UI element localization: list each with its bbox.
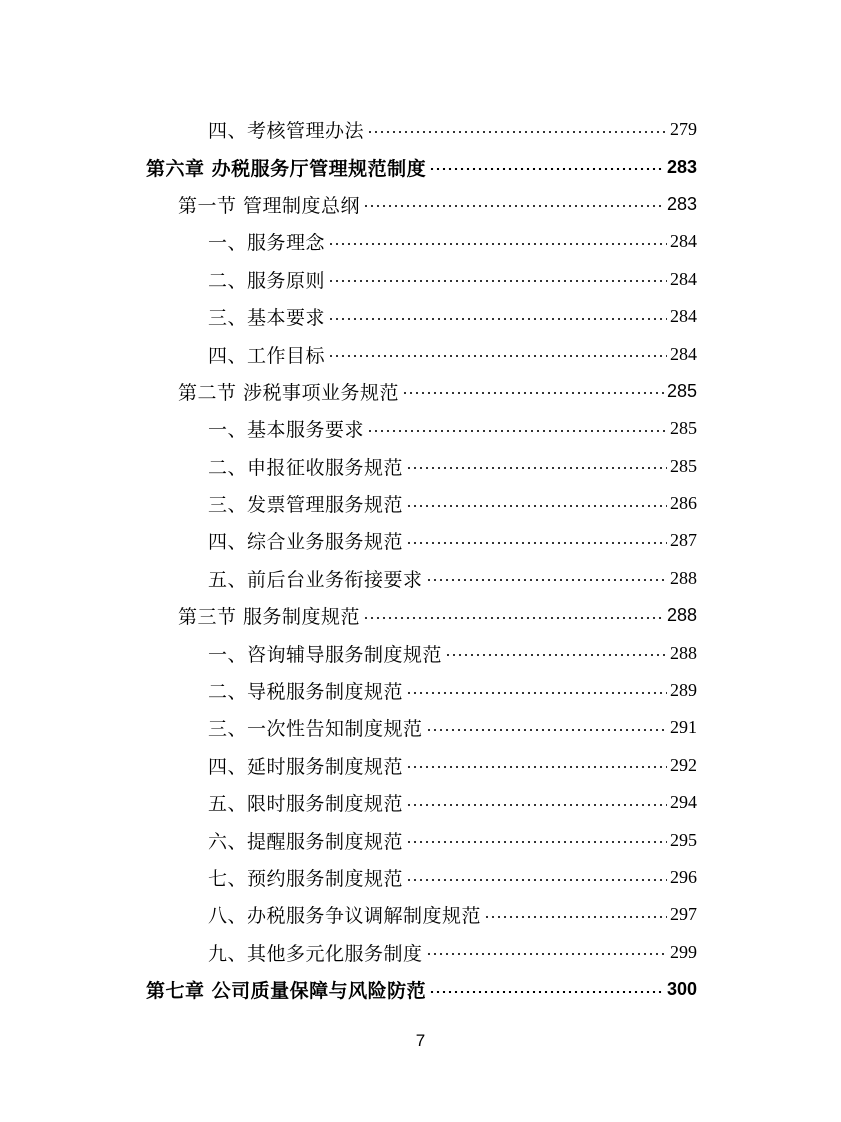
toc-entry[interactable]: [0, 821, 841, 858]
toc-entry-title: 二、申报征收服务规范: [208, 456, 404, 479]
toc-entry-title: 第七章 公司质量保障与风险防范: [146, 980, 427, 1003]
toc-dot-leader: [406, 879, 667, 881]
toc-entry-page: 289: [670, 680, 697, 701]
toc-dot-leader: [367, 430, 667, 432]
toc-entry-title: 第三节 服务制度规范: [178, 606, 361, 629]
toc-entry-page: 284: [670, 343, 697, 364]
toc-entry[interactable]: [0, 111, 841, 148]
toc-dot-leader: [406, 505, 667, 507]
toc-entry-title: 四、考核管理办法: [208, 120, 365, 143]
toc-entry-page: 297: [670, 904, 697, 925]
toc-entry-title: 八、办税服务争议调解制度规范: [208, 905, 482, 928]
toc-dot-leader: [328, 243, 667, 245]
toc-entry-title: 三、一次性告知制度规范: [208, 718, 423, 741]
toc-dot-leader: [363, 205, 664, 207]
toc-dot-leader: [406, 542, 667, 544]
toc-dot-leader: [429, 168, 664, 170]
toc-entry-title: 五、限时服务制度规范: [208, 793, 404, 816]
toc-entry[interactable]: [0, 335, 841, 372]
toc-entry-page: 285: [670, 455, 697, 476]
toc-entry-title: 一、咨询辅导服务制度规范: [208, 643, 443, 666]
toc-entry[interactable]: [0, 261, 841, 298]
toc-entry[interactable]: [0, 747, 841, 784]
toc-entry-page: 284: [670, 306, 697, 327]
toc-entry-page: 285: [666, 380, 697, 401]
toc-entry-page: 299: [670, 941, 697, 962]
toc-entry[interactable]: [0, 410, 841, 447]
toc-dot-leader: [328, 280, 667, 282]
toc-dot-leader: [406, 804, 667, 806]
toc-entry-page: 286: [670, 493, 697, 514]
toc-dot-leader: [484, 916, 667, 918]
toc-entry[interactable]: [0, 784, 841, 821]
toc-dot-leader: [445, 654, 667, 656]
toc-dot-leader: [328, 318, 667, 320]
toc-entry-title: 四、综合业务服务规范: [208, 531, 404, 554]
toc-section-entry[interactable]: [0, 373, 841, 410]
toc-entry-title: 二、导税服务制度规范: [208, 681, 404, 704]
toc-entry[interactable]: [0, 223, 841, 260]
page-number: 7: [415, 1031, 426, 1050]
toc-entry-page: 288: [666, 605, 697, 626]
toc-entry[interactable]: [0, 896, 841, 933]
toc-entry[interactable]: [0, 709, 841, 746]
toc-entry[interactable]: [0, 934, 841, 971]
toc-entry-page: 300: [666, 979, 697, 1000]
toc-entry[interactable]: [0, 298, 841, 335]
toc-entry-title: 一、基本服务要求: [208, 419, 365, 442]
toc-entry-title: 三、发票管理服务规范: [208, 494, 404, 517]
toc-entry-title: 三、基本要求: [208, 307, 326, 330]
toc-entry-title: 五、前后台业务衔接要求: [208, 568, 423, 591]
toc-dot-leader: [402, 392, 664, 394]
toc-entry-page: 283: [666, 156, 697, 177]
toc-entry-page: 279: [670, 119, 697, 140]
table-of-contents: [0, 111, 841, 1008]
toc-entry-title: 四、工作目标: [208, 344, 326, 367]
toc-entry-title: 七、预约服务制度规范: [208, 868, 404, 890]
toc-dot-leader: [406, 467, 667, 469]
toc-entry-title: 第二节 涉税事项业务规范: [178, 381, 400, 404]
toc-dot-leader: [426, 953, 667, 955]
toc-entry-page: 287: [670, 530, 697, 551]
toc-entry-page: 288: [670, 567, 697, 588]
toc-entry[interactable]: [0, 634, 841, 671]
toc-entry-title: 一、服务理念: [208, 232, 326, 255]
toc-entry-page: 283: [666, 193, 697, 214]
toc-entry-title: 二、服务原则: [208, 269, 326, 292]
toc-entry-title: 第一节 管理制度总纲: [178, 194, 361, 217]
toc-entry-page: 294: [670, 792, 697, 813]
toc-entry[interactable]: [0, 560, 841, 597]
toc-entry-title: 九、其他多元化服务制度: [208, 942, 423, 965]
toc-entry-page: 292: [670, 754, 697, 775]
toc-entry-page: 291: [670, 717, 697, 738]
toc-entry[interactable]: [0, 672, 841, 709]
toc-entry-title: 第六章 办税服务厅管理规范制度: [146, 157, 427, 180]
toc-dot-leader: [328, 355, 667, 357]
toc-entry-page: 284: [670, 268, 697, 289]
toc-entry-page: 285: [670, 418, 697, 439]
toc-dot-leader: [363, 617, 664, 619]
toc-chapter-entry[interactable]: [0, 971, 841, 1008]
toc-entry[interactable]: [0, 485, 841, 522]
toc-entry[interactable]: [0, 522, 841, 559]
toc-section-entry[interactable]: [0, 597, 841, 634]
toc-chapter-entry[interactable]: [0, 148, 841, 185]
toc-entry-title: 六、提醒服务制度规范: [208, 830, 404, 853]
toc-entry-page: 288: [670, 642, 697, 663]
toc-entry-title: 四、延时服务制度规范: [208, 755, 404, 778]
toc-entry[interactable]: [0, 448, 841, 485]
toc-dot-leader: [426, 729, 667, 731]
toc-dot-leader: [367, 131, 667, 133]
toc-dot-leader: [426, 579, 667, 581]
toc-dot-leader: [406, 841, 667, 843]
toc-entry-page: 295: [670, 829, 697, 850]
toc-dot-leader: [406, 766, 667, 768]
toc-entry[interactable]: [0, 859, 841, 896]
toc-dot-leader: [406, 692, 667, 694]
toc-entry-page: 296: [670, 867, 697, 887]
toc-dot-leader: [429, 991, 664, 993]
toc-entry-page: 284: [670, 231, 697, 252]
toc-section-entry[interactable]: [0, 186, 841, 223]
